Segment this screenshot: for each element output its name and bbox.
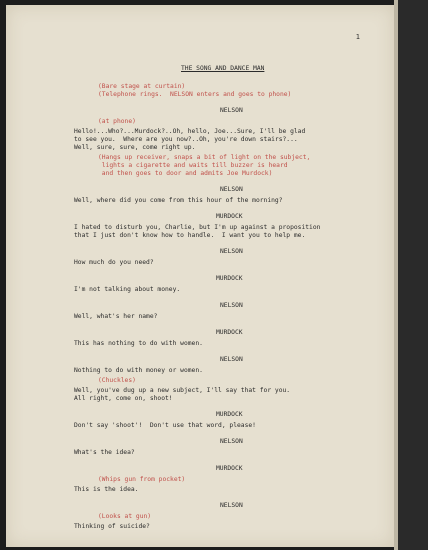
stage-direction: (at phone) bbox=[98, 118, 136, 125]
dialogue-line: I'm not talking about money. bbox=[74, 286, 181, 293]
speaker-name: MURDOCK bbox=[216, 465, 243, 472]
dialogue-line: Well, you've dug up a new subject, I'll say that for you. bbox=[74, 387, 291, 394]
dialogue-line: I hated to disturb you, Charlie, but I'm up against a proposition bbox=[74, 224, 321, 231]
speaker-name: NELSON bbox=[220, 248, 243, 255]
dialogue-line: What's the idea? bbox=[74, 449, 135, 456]
speaker-name: NELSON bbox=[220, 107, 243, 114]
page-number: 1 bbox=[355, 33, 360, 41]
speaker-name: NELSON bbox=[220, 502, 243, 509]
stage-direction: (Bare stage at curtain) bbox=[98, 83, 186, 90]
speaker-name: NELSON bbox=[220, 356, 243, 363]
dialogue-line: Don't say 'shoot'! Don't use that word, please! bbox=[74, 422, 256, 429]
stage-direction: lights a cigarette and waits till buzzer is heard bbox=[98, 162, 288, 169]
dialogue-line: This has nothing to do with women. bbox=[74, 340, 203, 347]
dialogue-line: Well, sure, sure, come right up. bbox=[74, 144, 196, 151]
speaker-name: NELSON bbox=[220, 438, 243, 445]
stage-direction: (Looks at gun) bbox=[98, 513, 152, 520]
dialogue-line: to see you. Where are you now?..Oh, you're down stairs?... bbox=[74, 136, 298, 143]
paper-edge bbox=[394, 0, 398, 550]
dialogue-line: Nothing to do with money or women. bbox=[74, 367, 203, 374]
stage-direction: (Hangs up receiver, snaps a bit of light on the subject, bbox=[98, 154, 311, 161]
speaker-name: MURDOCK bbox=[216, 275, 243, 282]
stage-direction: (Telephone rings. NELSON enters and goes to phone) bbox=[98, 91, 292, 98]
dialogue-line: Thinking of suicide? bbox=[74, 523, 150, 530]
speaker-name: NELSON bbox=[220, 186, 243, 193]
script-page bbox=[6, 5, 394, 547]
stage-direction: and then goes to door and admits Joe Murdock) bbox=[98, 170, 273, 177]
speaker-name: NELSON bbox=[220, 302, 243, 309]
dialogue-line: This is the idea. bbox=[74, 486, 139, 493]
dialogue-line: Well, what's her name? bbox=[74, 313, 158, 320]
speaker-name: MURDOCK bbox=[216, 329, 243, 336]
stage-direction: (Whips gun from pocket) bbox=[98, 476, 186, 483]
scanner-edge bbox=[394, 0, 428, 550]
dialogue-line: How much do you need? bbox=[74, 259, 154, 266]
dialogue-line: Hello!...Who?...Murdock?..Oh, hello, Joe...Sure, I'll be glad bbox=[74, 128, 306, 135]
dialogue-line: that I just don't know how to handle. I want you to help me. bbox=[74, 232, 306, 239]
script-title: THE SONG AND DANCE MAN bbox=[181, 65, 265, 72]
dialogue-line: All right, come on, shoot! bbox=[74, 395, 173, 402]
stage-direction: (Chuckles) bbox=[98, 377, 136, 384]
dialogue-line: Well, where did you come from this hour of the morning? bbox=[74, 197, 283, 204]
speaker-name: MURDOCK bbox=[216, 213, 243, 220]
speaker-name: MURDOCK bbox=[216, 411, 243, 418]
